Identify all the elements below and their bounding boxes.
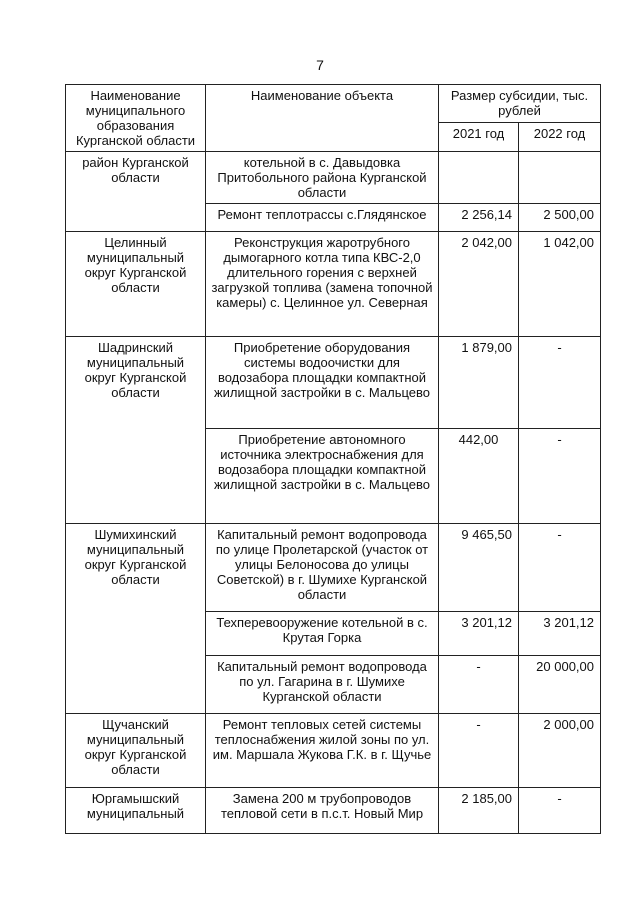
value-2021-cell: 2 042,00 <box>439 232 519 337</box>
object-cell: котельной в с. Давыдовка Притобольного района Курганской области <box>206 152 439 204</box>
object-cell: Приобретение автономного источника электроснабжения для водозабора площадки компактной жилищной застройки в с. Мальцево <box>206 429 439 524</box>
municipality-cell: район Курганской области <box>66 152 206 232</box>
value-2021-cell: - <box>439 656 519 714</box>
municipality-cell: Целинный муниципальный округ Курганской области <box>66 232 206 337</box>
value-2022-cell: 3 201,12 <box>519 612 601 656</box>
value-2022-cell: - <box>519 429 601 524</box>
value-2022-cell: - <box>519 524 601 612</box>
value-2021-cell: 2 185,00 <box>439 788 519 834</box>
value-2022-cell: 20 000,00 <box>519 656 601 714</box>
header-municipality: Наименование муниципального образования Курганской области <box>66 85 206 152</box>
table-row <box>66 524 601 612</box>
value-2021-cell: 9 465,50 <box>439 524 519 612</box>
object-cell: Приобретение оборудования системы водоочистки для водозабора площадки компактной жилищной застройки в с. Мальцево <box>206 337 439 429</box>
municipality-cell: Юргамышский муниципальный <box>66 788 206 834</box>
header-year-2022: 2022 год <box>519 123 601 152</box>
table-row <box>66 788 601 834</box>
table-row <box>66 232 601 337</box>
value-2022-cell: - <box>519 788 601 834</box>
value-2022-cell: 2 000,00 <box>519 714 601 788</box>
value-2021-cell <box>439 152 519 204</box>
municipality-cell: Шумихинский муниципальный округ Курганской области <box>66 524 206 714</box>
value-2022-cell: 1 042,00 <box>519 232 601 337</box>
subsidy-table <box>65 84 601 834</box>
object-cell: Реконструкция жаротрубного дымогарного котла типа КВС-2,0 длительного горения с верхней загрузкой топлива (замена топочной камеры) с. Целинное ул. Северная <box>206 232 439 337</box>
value-2021-cell: - <box>439 714 519 788</box>
table-row <box>66 152 601 204</box>
table-row <box>66 337 601 429</box>
header-subsidy: Размер субсидии, тыс. рублей <box>439 85 601 123</box>
object-cell: Капитальный ремонт водопровода по улице Пролетарской (участок от улицы Белоносова до улицы Советской) в г. Шумихе Курганской области <box>206 524 439 612</box>
header-year-2021: 2021 год <box>439 123 519 152</box>
header-object: Наименование объекта <box>206 85 439 152</box>
object-cell: Ремонт тепловых сетей системы теплоснабжения жилой зоны по ул. им. Маршала Жукова Г.К. в г. Щучье <box>206 714 439 788</box>
value-2021-cell: 442,00 <box>439 429 519 524</box>
table-row <box>66 714 601 788</box>
value-2022-cell: 2 500,00 <box>519 204 601 232</box>
value-2021-cell: 1 879,00 <box>439 337 519 429</box>
object-cell: Техперевооружение котельной в с. Крутая Горка <box>206 612 439 656</box>
value-2021-cell: 3 201,12 <box>439 612 519 656</box>
value-2021-cell: 2 256,14 <box>439 204 519 232</box>
object-cell: Замена 200 м трубопроводов тепловой сети в п.с.т. Новый Мир <box>206 788 439 834</box>
object-cell: Ремонт теплотрассы с.Глядянское <box>206 204 439 232</box>
municipality-cell: Щучанский муниципальный округ Курганской области <box>66 714 206 788</box>
object-cell: Капитальный ремонт водопровода по ул. Гагарина в г. Шумихе Курганской области <box>206 656 439 714</box>
municipality-cell: Шадринский муниципальный округ Курганской области <box>66 337 206 524</box>
value-2022-cell <box>519 152 601 204</box>
value-2022-cell: - <box>519 337 601 429</box>
page-number: 7 <box>316 57 324 73</box>
